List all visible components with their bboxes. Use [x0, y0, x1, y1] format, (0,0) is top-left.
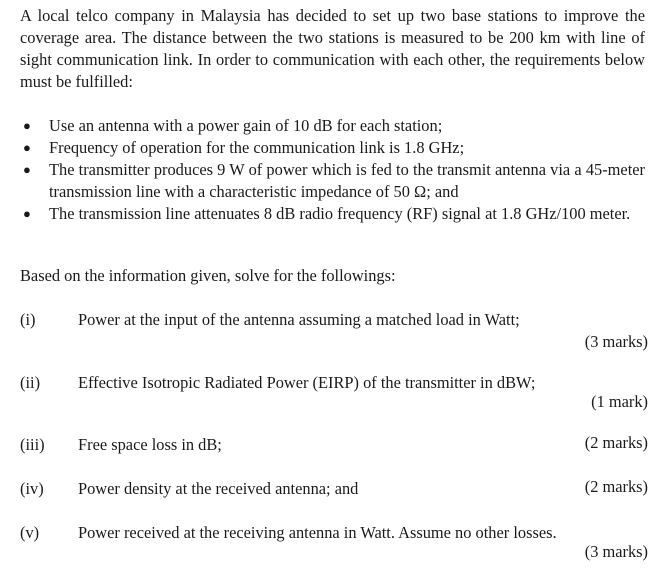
question-marks: (2 marks) — [584, 433, 648, 452]
question-text: Power received at the receiving antenna in Watt. Assume no other losses. — [78, 523, 557, 542]
requirement-text: Frequency of operation for the communication link is 1.8 GHz; — [49, 138, 465, 157]
requirement-item — [20, 159, 645, 203]
question-text: Power at the input of the antenna assuming a matched load in Watt; — [78, 310, 520, 329]
question-item — [20, 434, 648, 456]
requirement-item — [20, 203, 645, 225]
bullet-icon: ● — [23, 118, 31, 133]
question-number: (v) — [20, 523, 40, 542]
requirement-item — [20, 115, 645, 137]
requirement-text: Use an antenna with a power gain of 10 dB for each station; — [49, 116, 443, 135]
question-marks: (1 mark) — [591, 392, 648, 411]
question-item — [20, 309, 648, 353]
requirement-text: The transmission line attenuates 8 dB radio frequency (RF) signal at 1.8 GHz/100 meter. — [49, 204, 631, 223]
question-text: Free space loss in dB; — [78, 435, 222, 454]
question-number: (i) — [20, 310, 36, 329]
intro-paragraph: A local telco company in Malaysia has decided to set up two base stations to improve the coverage area. The distance between the two stations is measured to be 200 km with line of sight communication link. In order to communication with each other, the requirements below must be fulfilled: — [20, 6, 645, 91]
question-marks: (3 marks) — [584, 542, 648, 561]
instruction-text: Based on the information given, solve for the followings: — [20, 266, 396, 285]
question-item — [20, 522, 648, 566]
requirement-text: The transmitter produces 9 W of power which is fed to the transmit antenna via a 45-meter transmission line with a characteristic impedance of 50 Ω; and — [49, 160, 645, 201]
question-text: Effective Isotropic Radiated Power (EIRP) of the transmitter in dBW; — [78, 373, 536, 392]
bullet-icon: ● — [23, 162, 31, 177]
question-marks: (2 marks) — [584, 477, 648, 496]
question-number: (ii) — [20, 373, 41, 392]
question-item — [20, 478, 648, 500]
question-number: (iii) — [20, 435, 45, 454]
question-text: Power density at the received antenna; and — [78, 479, 359, 498]
question-marks: (3 marks) — [584, 332, 648, 351]
bullet-icon: ● — [23, 206, 31, 221]
bullet-icon: ● — [23, 140, 31, 155]
requirements-list — [20, 115, 645, 225]
requirement-item — [20, 137, 645, 159]
question-number: (iv) — [20, 479, 44, 498]
question-item — [20, 372, 648, 416]
